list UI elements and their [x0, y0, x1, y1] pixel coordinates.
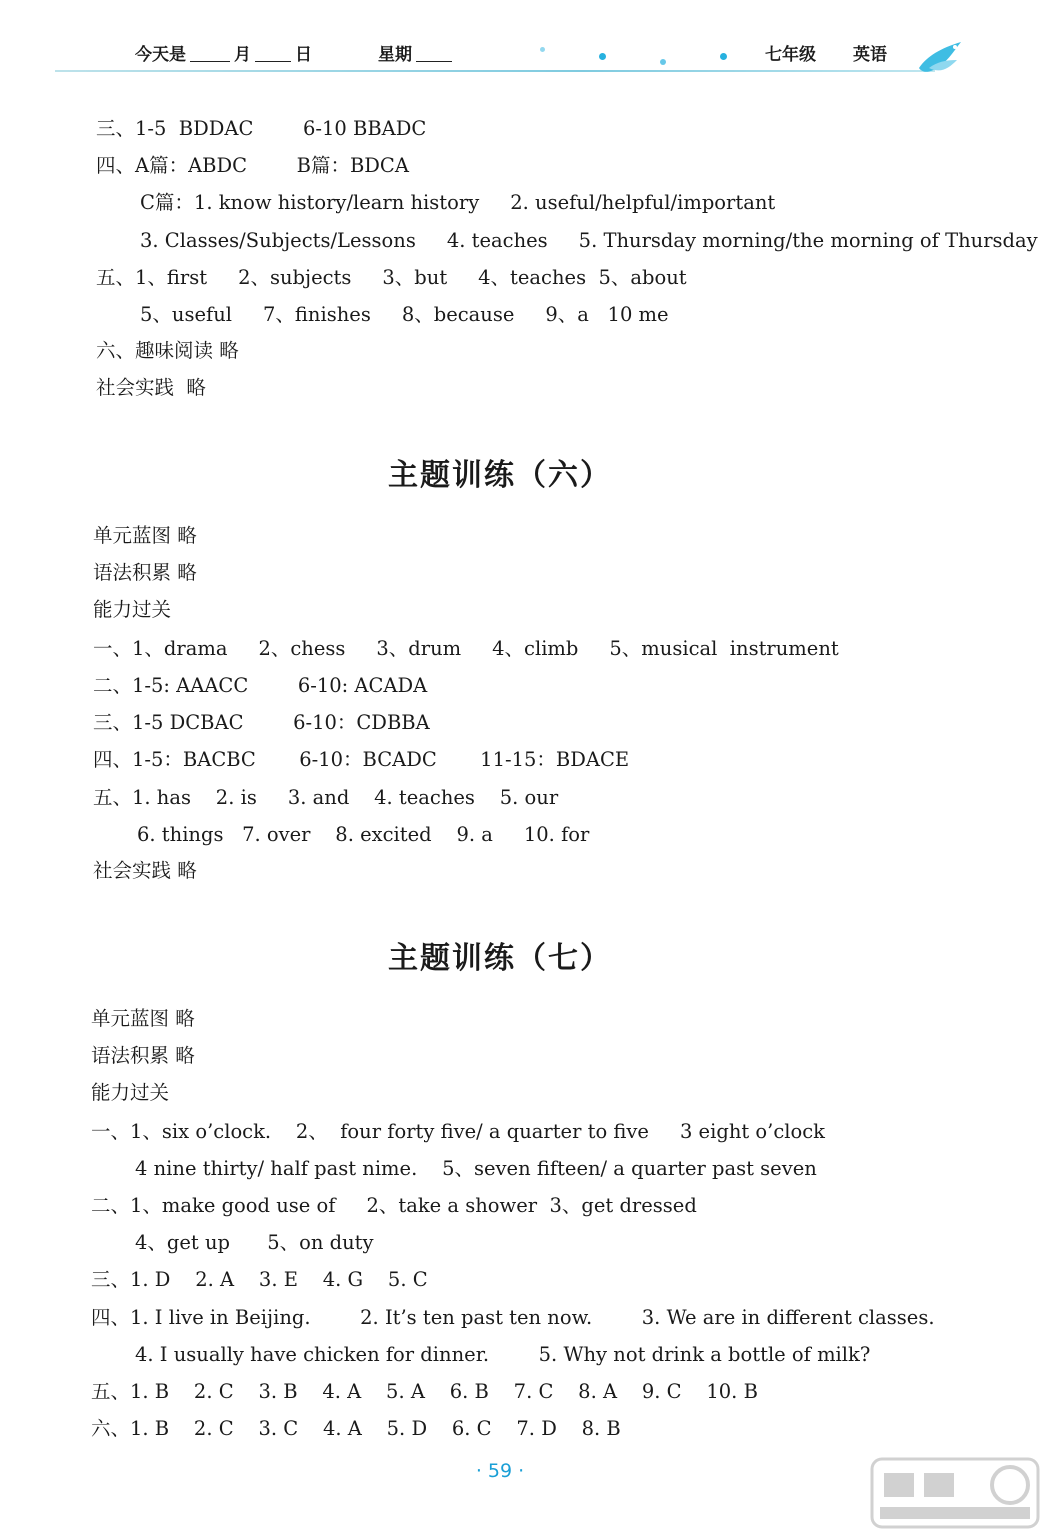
date-fields: [135, 40, 312, 65]
subject-label: 英语: [853, 45, 887, 65]
answer-line: 四、1-5：BACBC 6-10：BCADC 11-15：BDACE: [93, 748, 630, 771]
answer-line: 三、1-5 DCBAC 6-10：CDBBA: [93, 711, 430, 734]
month-blank: [190, 45, 230, 62]
answer-line: 能力过关: [91, 1081, 170, 1104]
answer-line: 4 nine thirty/ half past nime. 5、seven fifteen/ a quarter past seven: [135, 1157, 817, 1180]
section-title-seven: 主题训练（七）: [388, 941, 612, 976]
watermark-logo: [870, 1455, 1040, 1530]
answer-line: 五、1. B 2. C 3. B 4. A 5. A 6. B 7. C 8. A 9. C 10. B: [91, 1380, 758, 1403]
answer-line: 二、1-5: AAACC 6-10: ACADA: [93, 674, 428, 697]
answer-line: 六、趣味阅读 略: [96, 339, 239, 362]
day-label: 日: [295, 45, 312, 65]
header-rule: [55, 70, 935, 72]
answer-line: 社会实践 略: [93, 859, 197, 882]
decor-dot: [720, 53, 727, 60]
month-label: 月: [234, 45, 251, 65]
answer-line: 二、1、make good use of 2、take a shower 3、get dressed: [91, 1194, 697, 1217]
answer-line: 单元蓝图 略: [91, 1007, 195, 1030]
decor-dot: [599, 53, 606, 60]
answer-line: 语法积累 略: [93, 561, 197, 584]
day-blank: [255, 45, 291, 62]
answer-line: 五、1、first 2、subjects 3、but 4、teaches 5、about: [96, 266, 687, 289]
answer-line: 五、1. has 2. is 3. and 4. teaches 5. our: [93, 786, 559, 809]
answer-line: 单元蓝图 略: [93, 524, 197, 547]
answer-line: 4. I usually have chicken for dinner. 5. Why not drink a bottle of milk?: [135, 1343, 871, 1366]
bird-logo-icon: [915, 38, 965, 80]
answer-line: 4、get up 5、on duty: [135, 1231, 374, 1254]
answer-line: 能力过关: [93, 598, 172, 621]
section-title-six: 主题训练（六）: [388, 458, 612, 493]
decor-dot: [660, 59, 666, 65]
answer-line: 四、1. I live in Beijing. 2. It’s ten past ten now. 3. We are in different classes.: [91, 1306, 935, 1329]
page-header: [0, 0, 1050, 90]
answer-line: C篇：1. know history/learn history 2. useful/helpful/important: [140, 191, 776, 214]
weekday-label: 星期: [378, 45, 412, 65]
grade-label: 七年级: [765, 45, 816, 65]
answer-line: 三、1. D 2. A 3. E 4. G 5. C: [91, 1268, 428, 1291]
answer-line: 六、1. B 2. C 3. C 4. A 5. D 6. C 7. D 8. B: [91, 1417, 621, 1440]
answer-line: 5、useful 7、finishes 8、because 9、a 10 me: [140, 303, 669, 326]
answer-line: 社会实践 略: [96, 376, 206, 399]
weekday-field: [378, 40, 456, 65]
answer-line: 3. Classes/Subjects/Lessons 4. teaches 5. Thursday morning/the morning of Thursday: [140, 229, 1038, 252]
page-number: · 59 ·: [475, 1460, 525, 1482]
today-label: 今天是: [135, 45, 186, 65]
answer-line: 四、A篇：ABDC B篇：BDCA: [96, 154, 409, 177]
decor-dot: [540, 47, 545, 52]
answer-line: 6. things 7. over 8. excited 9. a 10. for: [137, 823, 590, 846]
answer-line: 语法积累 略: [91, 1044, 195, 1067]
answer-line: 三、1-5 BDDAC 6-10 BBADC: [96, 117, 427, 140]
answer-line: 一、1、drama 2、chess 3、drum 4、climb 5、musical instrument: [93, 637, 839, 660]
weekday-blank: [416, 45, 452, 62]
answer-line: 一、1、six o’clock. 2、 four forty five/ a quarter to five 3 eight o’clock: [91, 1120, 825, 1143]
